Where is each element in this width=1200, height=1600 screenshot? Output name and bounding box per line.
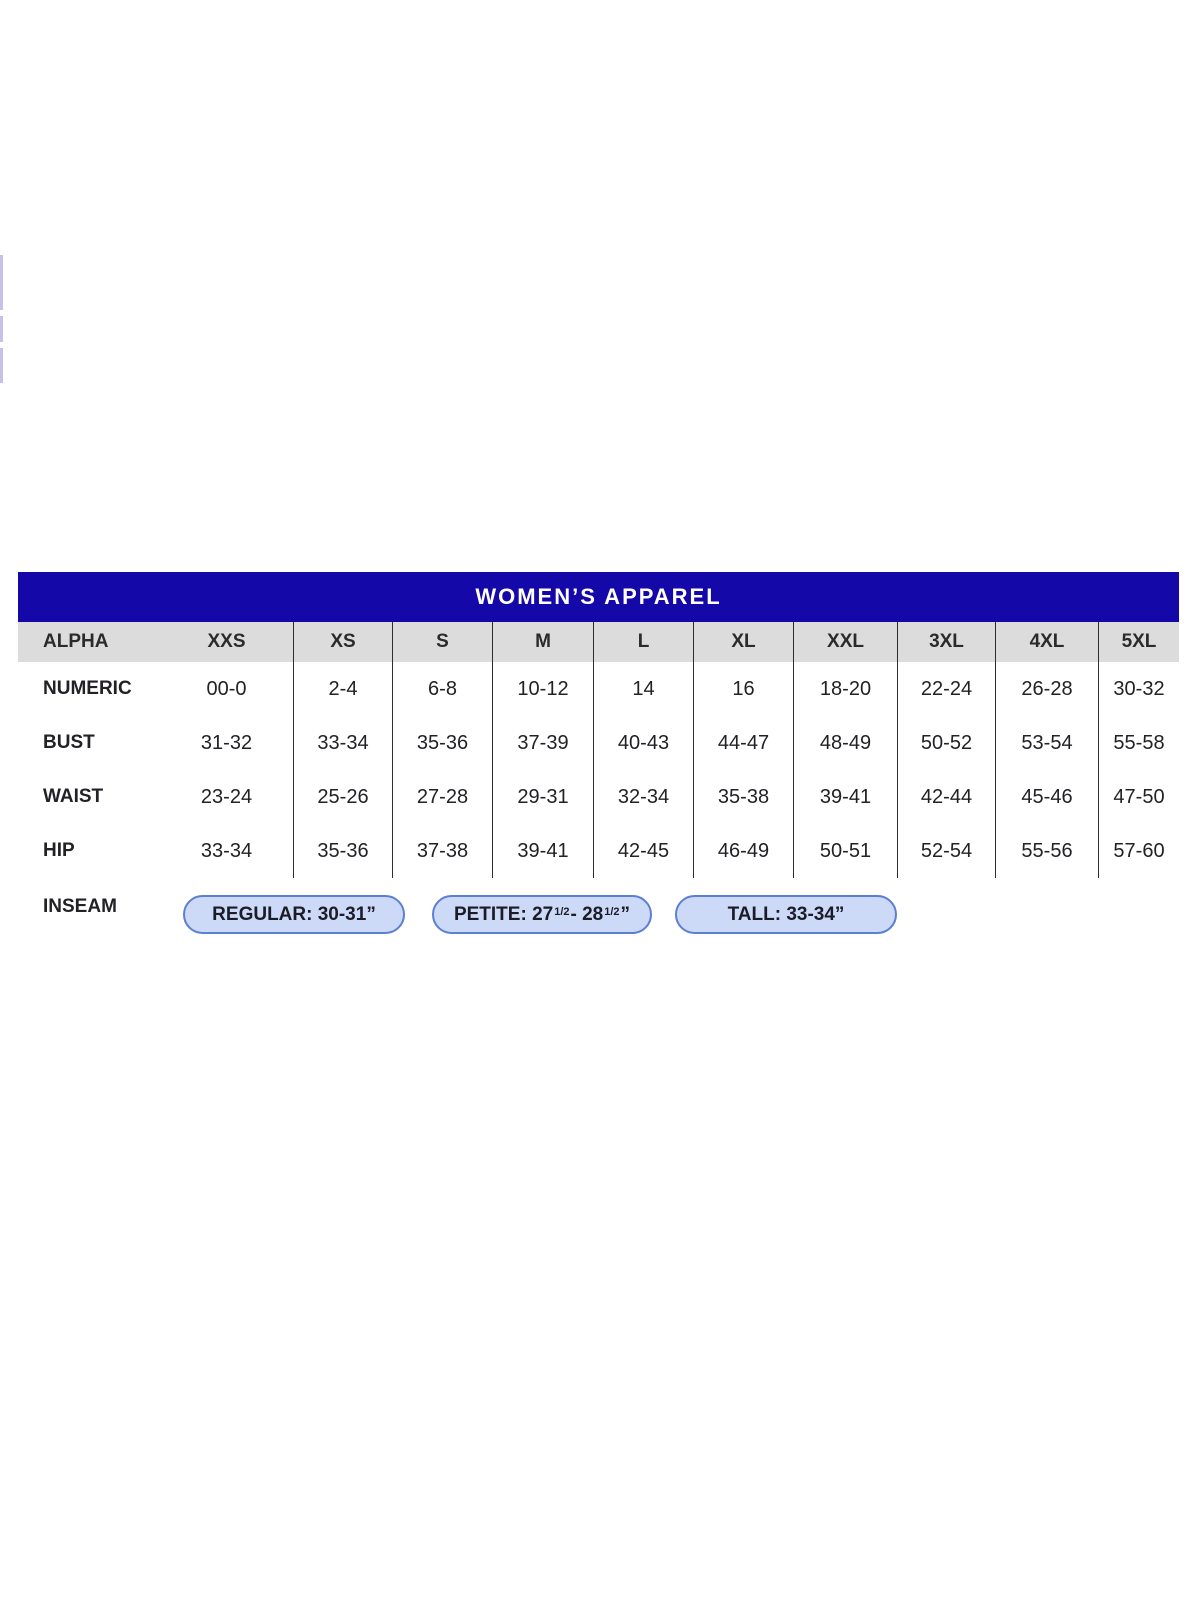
row-label: NUMERIC [43, 678, 132, 699]
column-header-3xl: 3XL [897, 622, 995, 662]
size-cell: 46-49 [693, 824, 793, 878]
size-cell: 45-46 [995, 770, 1098, 824]
column-header-s: S [392, 622, 492, 662]
size-header-row [18, 622, 1179, 662]
inseam-petite-pill [432, 895, 652, 934]
table-title: WOMEN’S APPAREL [18, 572, 1179, 622]
inseam-petite-fraction: 1/2 [604, 906, 620, 918]
column-header-m: M [492, 622, 593, 662]
inseam-tall-pill [675, 895, 897, 934]
inseam-petite-suffix: ” [620, 903, 631, 925]
size-cell: 00-0 [206, 677, 247, 700]
size-cell: 32-34 [593, 770, 693, 824]
size-cell: 30-32 [1098, 662, 1179, 716]
page-edge-artifact [0, 348, 3, 383]
size-cell: 52-54 [897, 824, 995, 878]
size-cell: 37-38 [392, 824, 492, 878]
table-row-hip [18, 824, 1179, 878]
size-cell: 25-26 [293, 770, 392, 824]
size-cell: 31-32 [200, 731, 253, 754]
row-label: BUST [43, 732, 95, 753]
size-cell: 55-58 [1098, 716, 1179, 770]
size-cell: 23-24 [200, 785, 253, 808]
size-cell: 14 [593, 662, 693, 716]
table-row-waist [18, 770, 1179, 824]
size-cell: 29-31 [492, 770, 593, 824]
column-header-l: L [593, 622, 693, 662]
womens-apparel-size-chart [18, 572, 1179, 935]
size-cell: 42-44 [897, 770, 995, 824]
row-label: WAIST [43, 786, 104, 807]
column-header-xxl: XXL [793, 622, 897, 662]
size-cell: 47-50 [1098, 770, 1179, 824]
page-edge-artifact [0, 255, 3, 310]
row-label: INSEAM [43, 895, 117, 917]
inseam-petite-fraction: 1/2 [554, 906, 570, 918]
size-cell: 55-56 [995, 824, 1098, 878]
size-cell: 50-51 [793, 824, 897, 878]
size-cell: 2-4 [293, 662, 392, 716]
size-cell: 40-43 [593, 716, 693, 770]
size-cell: 53-54 [995, 716, 1098, 770]
column-header-5xl: 5XL [1098, 622, 1179, 662]
size-cell: 42-45 [593, 824, 693, 878]
size-cell: 27-28 [392, 770, 492, 824]
size-cell: 44-47 [693, 716, 793, 770]
column-header-xxs: XXS [207, 631, 246, 652]
size-cell: 35-38 [693, 770, 793, 824]
table-row-numeric [18, 662, 1179, 716]
inseam-regular-text: REGULAR: 30-31” [212, 903, 376, 925]
column-header-4xl: 4XL [995, 622, 1098, 662]
size-cell: 26-28 [995, 662, 1098, 716]
column-header-xs: XS [293, 622, 392, 662]
inseam-petite-middle: - 28 [570, 903, 604, 925]
size-cell: 39-41 [492, 824, 593, 878]
inseam-regular-pill [183, 895, 405, 934]
size-cell: 10-12 [492, 662, 593, 716]
size-cell: 50-52 [897, 716, 995, 770]
inseam-petite-prefix: PETITE: 27 [453, 903, 554, 925]
size-cell: 37-39 [492, 716, 593, 770]
size-cell: 35-36 [293, 824, 392, 878]
size-cell: 57-60 [1098, 824, 1179, 878]
size-cell: 16 [693, 662, 793, 716]
size-cell: 35-36 [392, 716, 492, 770]
size-cell: 6-8 [392, 662, 492, 716]
table-row-inseam [18, 878, 1179, 935]
row-label: HIP [43, 840, 75, 861]
size-cell: 22-24 [897, 662, 995, 716]
size-cell: 48-49 [793, 716, 897, 770]
column-header-xl: XL [693, 622, 793, 662]
table-row-bust [18, 716, 1179, 770]
column-header-alpha: ALPHA [43, 631, 109, 652]
page-edge-artifact [0, 316, 3, 342]
inseam-tall-text: TALL: 33-34” [727, 903, 845, 925]
size-cell: 18-20 [793, 662, 897, 716]
size-cell: 39-41 [793, 770, 897, 824]
size-cell: 33-34 [293, 716, 392, 770]
size-cell: 33-34 [200, 839, 253, 862]
